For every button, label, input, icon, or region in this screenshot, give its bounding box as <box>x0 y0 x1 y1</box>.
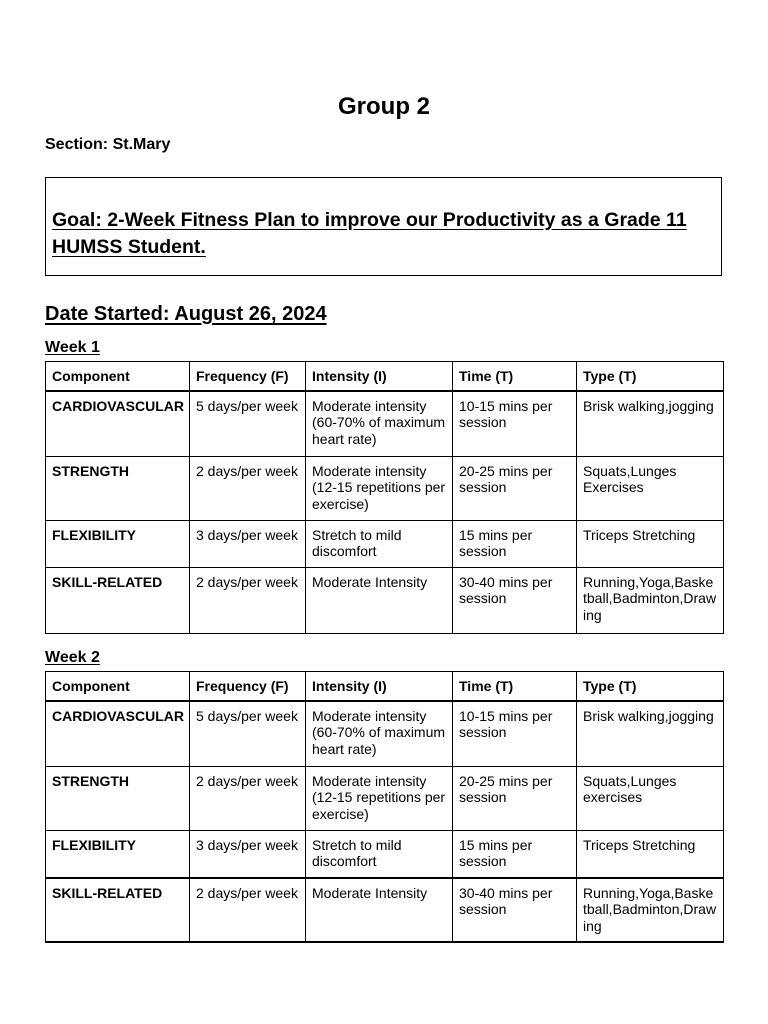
week-2-label: Week 2 <box>45 649 100 666</box>
time-cell: 20-25 mins per session <box>453 456 577 520</box>
table-row <box>46 701 724 767</box>
goal-box <box>45 177 722 276</box>
frequency-cell: 3 days/per week <box>190 830 306 878</box>
table-row <box>46 520 724 567</box>
time-cell: 15 mins per session <box>453 520 577 567</box>
time-cell: 10-15 mins per session <box>453 701 577 767</box>
intensity-cell: Moderate Intensity <box>306 567 453 633</box>
table-row <box>46 878 724 942</box>
type-cell: Brisk walking,jogging <box>577 701 724 767</box>
type-cell: Squats,Lunges Exercises <box>577 456 724 520</box>
week-1-table <box>45 361 724 634</box>
frequency-cell: 2 days/per week <box>190 878 306 942</box>
component-cell: SKILL-RELATED <box>46 878 190 942</box>
table-row <box>46 830 724 878</box>
header-type: Type (T) <box>577 672 724 701</box>
table-row <box>46 391 724 457</box>
time-cell: 20-25 mins per session <box>453 766 577 830</box>
type-cell: Triceps Stretching <box>577 830 724 878</box>
table-row <box>46 456 724 520</box>
component-cell: SKILL-RELATED <box>46 567 190 633</box>
intensity-cell: Stretch to mild discomfort <box>306 830 453 878</box>
time-cell: 15 mins per session <box>453 830 577 878</box>
component-cell: CARDIOVASCULAR <box>46 391 190 457</box>
header-frequency: Frequency (F) <box>190 362 306 391</box>
intensity-cell: Moderate intensity (12-15 repetitions per exercise) <box>306 766 453 830</box>
header-time: Time (T) <box>453 672 577 701</box>
header-component: Component <box>46 362 190 391</box>
component-cell: FLEXIBILITY <box>46 520 190 567</box>
type-cell: Running,Yoga,Basketball,Badminton,Drawing <box>577 567 724 633</box>
table-header-row <box>46 362 724 391</box>
component-cell: FLEXIBILITY <box>46 830 190 878</box>
frequency-cell: 3 days/per week <box>190 520 306 567</box>
frequency-cell: 5 days/per week <box>190 701 306 767</box>
type-cell: Running,Yoga,Basketball,Badminton,Drawing <box>577 878 724 942</box>
time-cell: 30-40 mins per session <box>453 567 577 633</box>
section-label: Section: St.Mary <box>45 136 171 153</box>
header-intensity: Intensity (I) <box>306 362 453 391</box>
component-cell: STRENGTH <box>46 456 190 520</box>
week-2-table <box>45 671 724 943</box>
frequency-cell: 2 days/per week <box>190 456 306 520</box>
type-cell: Brisk walking,jogging <box>577 391 724 457</box>
goal-text: Goal: 2-Week Fitness Plan to improve our Productivity as a Grade 11 HUMSS Student. <box>52 209 687 258</box>
page-title: Group 2 <box>337 93 430 120</box>
header-component: Component <box>46 672 190 701</box>
intensity-cell: Moderate Intensity <box>306 878 453 942</box>
table-row <box>46 567 724 633</box>
table-header-row <box>46 672 724 701</box>
frequency-cell: 5 days/per week <box>190 391 306 457</box>
header-type: Type (T) <box>577 362 724 391</box>
header-intensity: Intensity (I) <box>306 672 453 701</box>
time-cell: 30-40 mins per session <box>453 878 577 942</box>
intensity-cell: Moderate intensity (60-70% of maximum heart rate) <box>306 701 453 767</box>
frequency-cell: 2 days/per week <box>190 567 306 633</box>
intensity-cell: Stretch to mild discomfort <box>306 520 453 567</box>
header-time: Time (T) <box>453 362 577 391</box>
intensity-cell: Moderate intensity (12-15 repetitions per exercise) <box>306 456 453 520</box>
time-cell: 10-15 mins per session <box>453 391 577 457</box>
type-cell: Triceps Stretching <box>577 520 724 567</box>
type-cell: Squats,Lunges exercises <box>577 766 724 830</box>
intensity-cell: Moderate intensity (60-70% of maximum heart rate) <box>306 391 453 457</box>
date-started: Date Started: August 26, 2024 <box>45 303 327 325</box>
component-cell: CARDIOVASCULAR <box>46 701 190 767</box>
frequency-cell: 2 days/per week <box>190 766 306 830</box>
table-row <box>46 766 724 830</box>
header-frequency: Frequency (F) <box>190 672 306 701</box>
week-1-label: Week 1 <box>45 339 100 356</box>
component-cell: STRENGTH <box>46 766 190 830</box>
